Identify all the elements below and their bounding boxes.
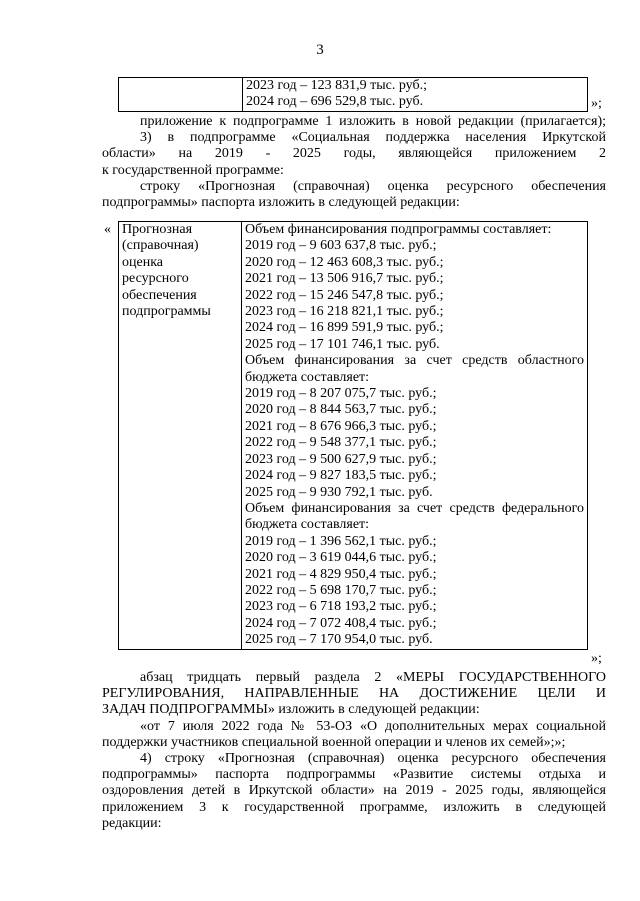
paragraph-line: ЗАДАЧ ПОДПРОГРАММЫ» изложить в следующей редакции: bbox=[102, 702, 480, 718]
paragraph-line: поддержки участников специальной военной операции и членов их семей»;»; bbox=[102, 734, 566, 750]
table2-closing-quote: »; bbox=[591, 651, 602, 666]
paragraph-line: к государственной программе: bbox=[102, 162, 284, 178]
label-line: подпрограммы bbox=[122, 304, 211, 320]
paragraph-line: редакции: bbox=[102, 815, 162, 831]
value-line: 2021 год – 8 676 966,3 тыс. руб.; bbox=[245, 418, 437, 434]
value-line: 2025 год – 17 101 746,1 тыс. руб. bbox=[245, 336, 440, 352]
paragraph-line: приложением 3 к государственной программе, изложить в следующей bbox=[102, 799, 606, 815]
value-line: 2020 год – 3 619 044,6 тыс. руб.; bbox=[245, 550, 437, 566]
value-line: 2024 год – 16 899 591,9 тыс. руб.; bbox=[245, 320, 444, 336]
label-line: Прогнозная bbox=[122, 222, 193, 237]
value-line: бюджета составляет: bbox=[245, 517, 370, 533]
value-line: 2024 год – 9 827 183,5 тыс. руб.; bbox=[245, 468, 437, 484]
paragraph-block-1 bbox=[102, 114, 606, 211]
value-line: 2024 год – 7 072 408,4 тыс. руб.; bbox=[245, 615, 437, 631]
paragraph-line: оздоровления детей в Иркутской области» на 2019 - 2025 годы, являющейся bbox=[102, 783, 606, 799]
value-line: Объем финансирования за счет средств областного bbox=[245, 353, 584, 369]
value-line: 2022 год – 15 246 547,8 тыс. руб.; bbox=[245, 287, 444, 303]
value-line: 2022 год – 5 698 170,7 тыс. руб.; bbox=[245, 582, 437, 598]
value-line: Объем финансирования подпрограммы составляет: bbox=[245, 222, 552, 237]
resource-table-value-cell bbox=[242, 222, 588, 650]
value-line: 2019 год – 1 396 562,1 тыс. руб.; bbox=[245, 533, 437, 549]
paragraph-line: 4) строку «Прогнозная (справочная) оценка ресурсного обеспечения bbox=[140, 751, 606, 767]
paragraph-line: «от 7 июля 2022 года № 53-ОЗ «О дополнительных мерах социальной bbox=[140, 718, 606, 734]
value-line: 2020 год – 8 844 563,7 тыс. руб.; bbox=[245, 402, 437, 418]
value-line: 2020 год – 12 463 608,3 тыс. руб.; bbox=[245, 254, 444, 270]
value-line: 2023 год – 6 718 193,2 тыс. руб.; bbox=[245, 599, 437, 615]
value-line: бюджета составляет: bbox=[245, 369, 370, 385]
resource-table-label-cell bbox=[119, 222, 242, 650]
table1-closing-quote: »; bbox=[591, 96, 602, 111]
table-continuation bbox=[118, 77, 588, 112]
value-line: 2023 год – 9 500 627,9 тыс. руб.; bbox=[245, 451, 437, 467]
label-line: оценка bbox=[122, 254, 164, 270]
paragraph-line: абзац тридцать первый раздела 2 «МЕРЫ ГОСУДАРСТВЕННОГО bbox=[140, 670, 606, 685]
value-line: 2019 год – 8 207 075,7 тыс. руб.; bbox=[245, 386, 437, 402]
paragraph-block-2 bbox=[102, 670, 606, 832]
value-line: 2019 год – 9 603 637,8 тыс. руб.; bbox=[245, 238, 437, 254]
label-line: (справочная) bbox=[122, 238, 199, 254]
value-line: 2021 год – 4 829 950,4 тыс. руб.; bbox=[245, 566, 437, 582]
table1-right-cell bbox=[243, 78, 588, 112]
table1-line: 2023 год – 123 831,9 тыс. руб.; bbox=[246, 78, 427, 93]
paragraph-line: подпрограммы» паспорта подпрограммы «Развитие системы отдыха и bbox=[102, 767, 606, 783]
value-line: 2025 год – 9 930 792,1 тыс. руб. bbox=[245, 484, 433, 500]
table2-opening-quote: « bbox=[104, 222, 111, 237]
table1-line: 2024 год – 696 529,8 тыс. руб. bbox=[246, 94, 424, 110]
table1-left-cell bbox=[119, 78, 243, 112]
page-number: 3 bbox=[316, 42, 324, 58]
value-line: 2022 год – 9 548 377,1 тыс. руб.; bbox=[245, 435, 437, 451]
paragraph-line: подпрограммы» паспорта изложить в следующей редакции: bbox=[102, 195, 460, 211]
paragraph-line: приложение к подпрограмме 1 изложить в новой редакции (прилагается); bbox=[140, 114, 606, 129]
value-line: 2021 год – 13 506 916,7 тыс. руб.; bbox=[245, 271, 444, 287]
paragraph-line: 3) в подпрограмме «Социальная поддержка населения Иркутской bbox=[140, 130, 606, 146]
label-line: обеспечения bbox=[122, 287, 197, 303]
value-line: 2025 год – 7 170 954,0 тыс. руб. bbox=[245, 632, 433, 648]
paragraph-line: РЕГУЛИРОВАНИЯ, НАПРАВЛЕННЫЕ НА ДОСТИЖЕНИЕ ЦЕЛИ И bbox=[102, 686, 606, 702]
paragraph-line: области» на 2019 - 2025 годы, являющейся приложением 2 bbox=[102, 146, 606, 162]
resource-table bbox=[118, 221, 588, 650]
label-line: ресурсного bbox=[122, 271, 189, 287]
paragraph-line: строку «Прогнозная (справочная) оценка ресурсного обеспечения bbox=[140, 178, 606, 194]
value-line: 2023 год – 16 218 821,1 тыс. руб.; bbox=[245, 304, 444, 320]
value-line: Объем финансирования за счет средств федерального bbox=[245, 500, 584, 516]
